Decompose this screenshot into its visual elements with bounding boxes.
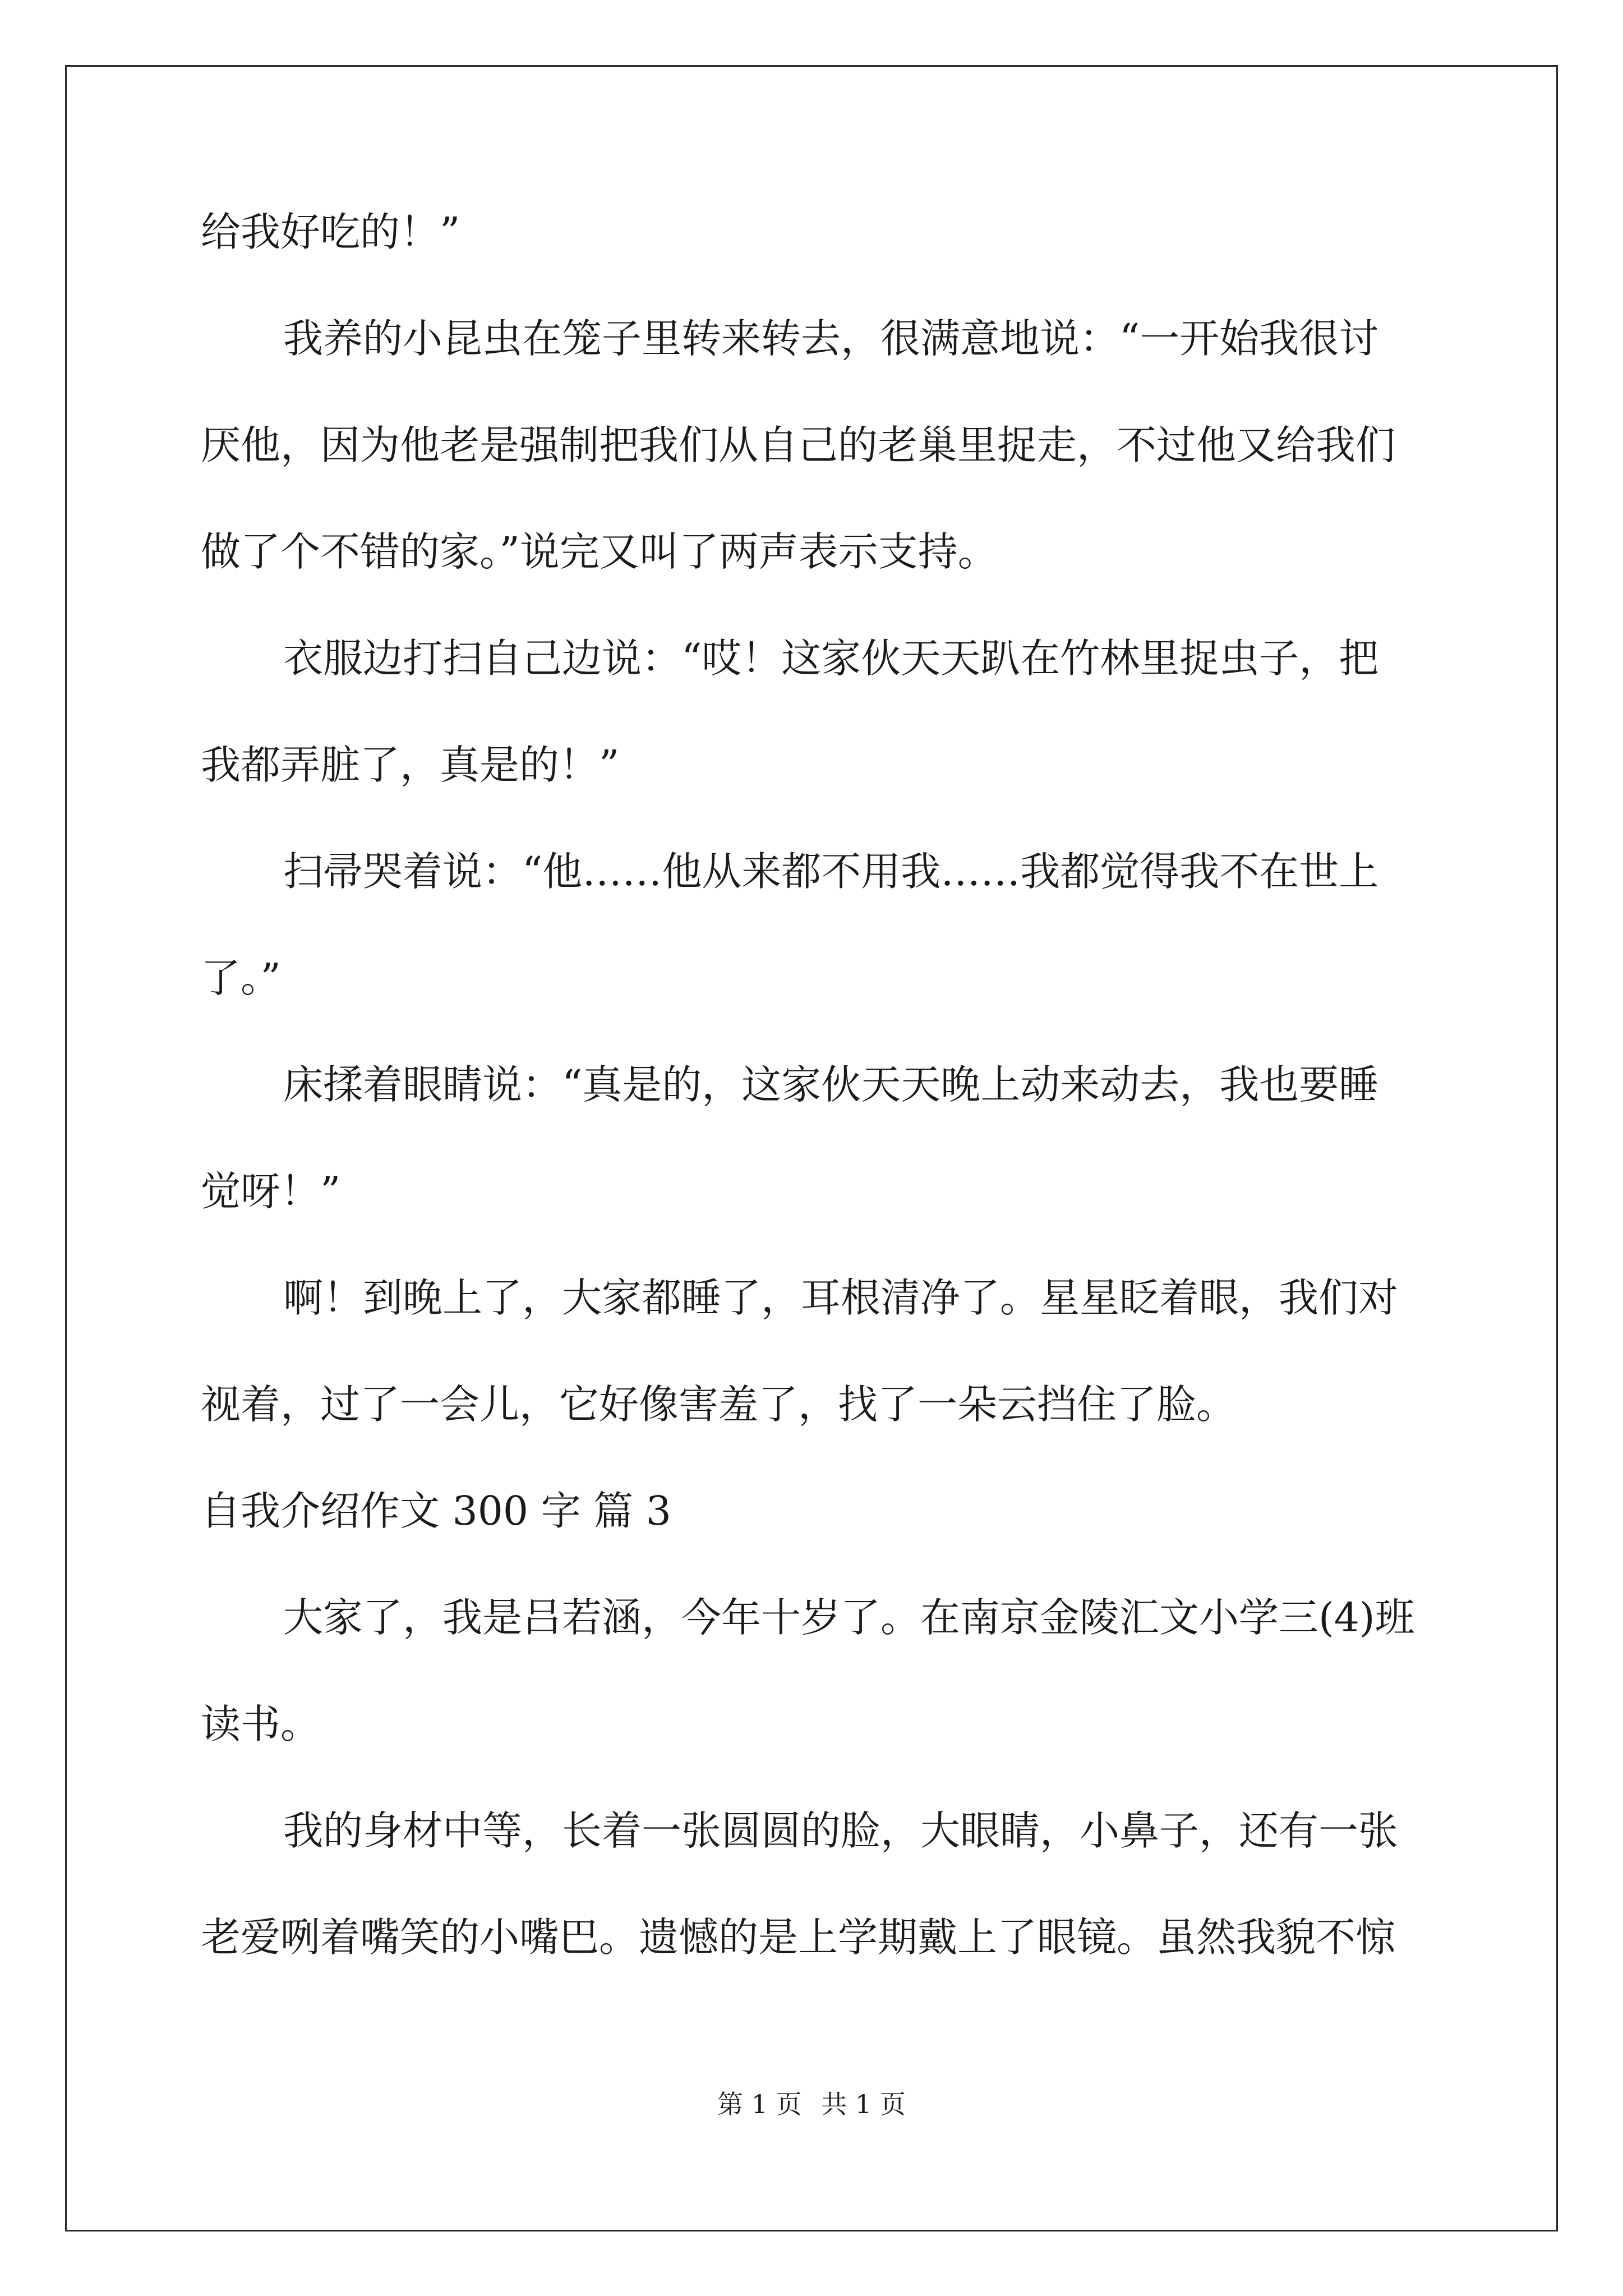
paragraph-line: 床揉着眼睛说：“真是的，这家伙天天晚上动来动去，我也要睡 bbox=[283, 1061, 1379, 1108]
paragraph-line: 大家了，我是吕若涵，今年十岁了。在南京金陵汇文小学三(4)班 bbox=[283, 1594, 1415, 1641]
paragraph-line: 我养的小昆虫在笼子里转来转去，很满意地说：“一开始我很讨 bbox=[283, 315, 1379, 362]
paragraph-line: 扫帚哭着说：“他……他从来都不用我……我都觉得我不在世上 bbox=[283, 848, 1379, 895]
text-line: 厌他，因为他老是强制把我们从自己的老巢里捉走，不过他又给我们 bbox=[201, 422, 1396, 468]
paragraph-line: 我的身材中等，长着一张圆圆的脸，大眼睛，小鼻子，还有一张 bbox=[283, 1807, 1399, 1854]
paragraph-line: 啊！到晚上了，大家都睡了，耳根清净了。星星眨着眼，我们对 bbox=[283, 1274, 1399, 1321]
text-line: 我都弄脏了，真是的！” bbox=[201, 742, 620, 788]
paragraph-line: 衣服边打扫自己边说：“哎！这家伙天天趴在竹林里捉虫子，把 bbox=[283, 635, 1379, 682]
page-total: 共 1 页 bbox=[821, 2089, 906, 2119]
section-heading: 自我介绍作文 300 字 篇 3 bbox=[201, 1488, 671, 1534]
text-line: 读书。 bbox=[201, 1701, 321, 1747]
page-number: 第 1 页 bbox=[717, 2089, 802, 2119]
text-line: 老爱咧着嘴笑的小嘴巴。遗憾的是上学期戴上了眼镜。虽然我貌不惊 bbox=[201, 1914, 1396, 1961]
page-border bbox=[65, 65, 1558, 2231]
text-line: 视着，过了一会儿，它好像害羞了，找了一朵云挡住了脸。 bbox=[201, 1381, 1237, 1428]
text-line: 了。” bbox=[201, 955, 281, 1001]
text-line: 觉呀！” bbox=[201, 1168, 341, 1214]
text-line: 做了个不错的家。”说完又叫了两声表示支持。 bbox=[201, 528, 998, 575]
page-footer bbox=[0, 2084, 1623, 2121]
text-line: 给我好吃的！” bbox=[201, 209, 460, 255]
